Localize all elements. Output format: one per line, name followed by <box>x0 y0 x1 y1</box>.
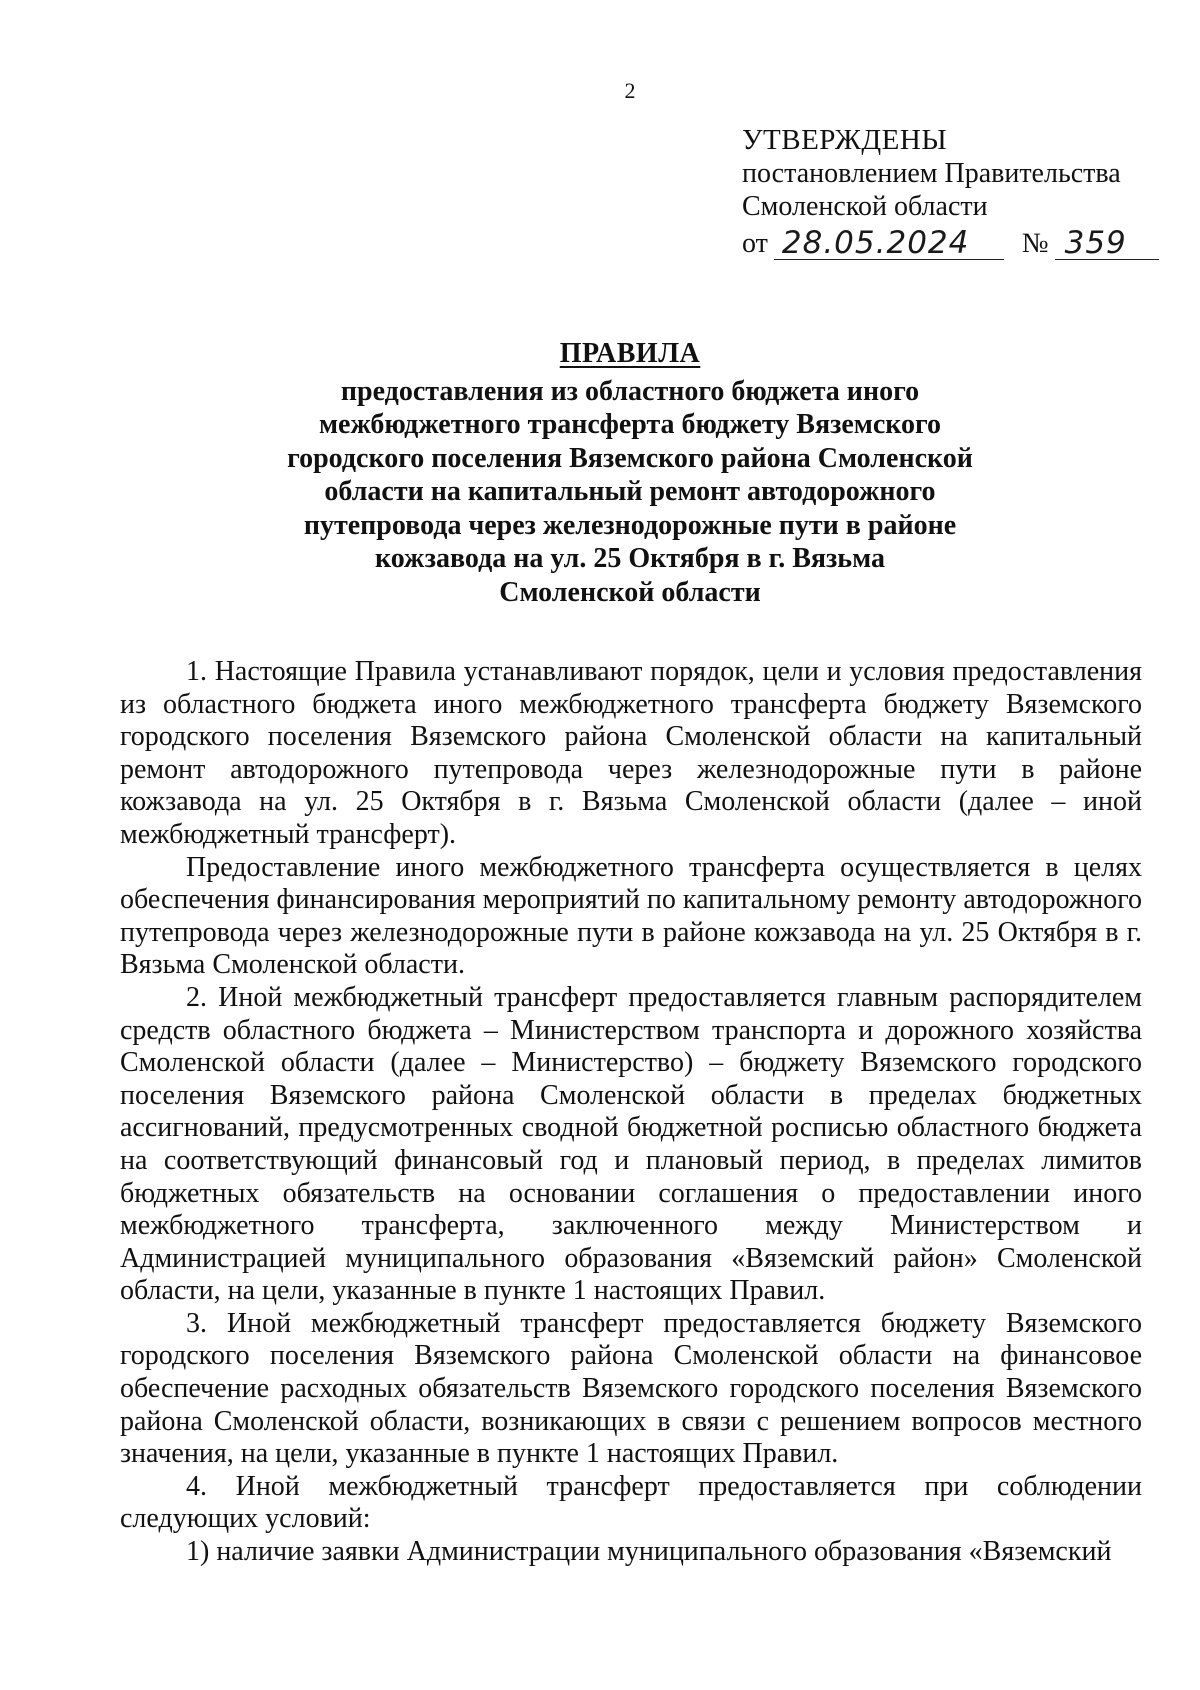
title-line: предоставления из областного бюджета иного <box>340 375 920 407</box>
paragraph-1: 1. Настоящие Правила устанавливают порядок, цели и условия предоставления из областного бюджета иного межбюджетного трансферта бюджету Вяземского городского поселения Вяземского района Смоленской области на капитальный ремонт автодорожного путепровода через железнодорожные пути в районе кожзавода на ул. 25 Октября в г. Вязьма Смоленской области (далее – иной межбюджетный трансферт). <box>120 656 1142 850</box>
number-prefix: № <box>1021 228 1049 259</box>
date-prefix: от <box>742 228 768 259</box>
document-title <box>120 337 1140 609</box>
handwritten-date: 28.05.2024 <box>774 225 1004 260</box>
approval-date-line <box>742 225 1159 260</box>
document-body <box>120 656 1142 1569</box>
title-line: кожзавода на ул. 25 Октября в г. Вязьма <box>374 543 885 574</box>
handwritten-number: 359 <box>1055 225 1159 260</box>
approval-heading: УТВЕРЖДЕНЫ <box>742 124 948 156</box>
page-number: 2 <box>624 78 636 103</box>
approval-stamp <box>742 124 1159 260</box>
approval-line-1: постановлением Правительства <box>742 158 1121 189</box>
paragraph-2: 2. Иной межбюджетный трансферт предоставляется главным распорядителем средств областного бюджета – Министерством транспорта и дорожного хозяйства Смоленской области (далее – Министерство) – бюджету Вяземского городского поселения Вяземского района Смоленской области в пределах бюджетных ассигнований, предусмотренных сводной бюджетной росписью областного бюджета на соответствующий финансовый год и плановый период, в пределах лимитов бюджетных обязательств на основании соглашения о предоставлении иного межбюджетного трансферта, заключенного между Министерством и Администрацией муниципального образования «Вяземский район» Смоленской области, на цели, указанные в пункте 1 настоящих Правил. <box>120 981 1142 1307</box>
paragraph-1-continued: Предоставление иного межбюджетного трансферта осуществляется в целях обеспечения финансирования мероприятий по капитальному ремонту автодорожного путепровода через железнодорожные пути в районе кожзавода на ул. 25 Октября в г. Вязьма Смоленской области. <box>120 851 1142 981</box>
title-line: путепровода через железнодорожные пути в районе <box>303 509 957 541</box>
title-line: области на капитальный ремонт автодорожного <box>324 476 936 507</box>
title-line: межбюджетного трансферта бюджету Вяземского <box>318 409 942 440</box>
paragraph-4: 4. Иной межбюджетный трансферт предоставляется при соблюдении следующих условий: <box>120 1470 1142 1535</box>
title-main: ПРАВИЛА <box>559 338 701 369</box>
title-line: городского поселения Вяземского района Смоленской <box>287 442 973 474</box>
paragraph-3: 3. Иной межбюджетный трансферт предоставляется бюджету Вяземского городского поселения Вяземского района Смоленской области на финансовое обеспечение расходных обязательств Вяземского городского поселения Вяземского района Смоленской области, возникающих в связи с решением вопросов местного значения, на цели, указанные в пункте 1 настоящих Правил. <box>120 1307 1142 1470</box>
paragraph-4-item-1: 1) наличие заявки Администрации муниципального образования «Вяземский <box>186 1536 1112 1568</box>
title-line: Смоленской области <box>499 576 761 608</box>
approval-line-2: Смоленской области <box>742 191 988 222</box>
